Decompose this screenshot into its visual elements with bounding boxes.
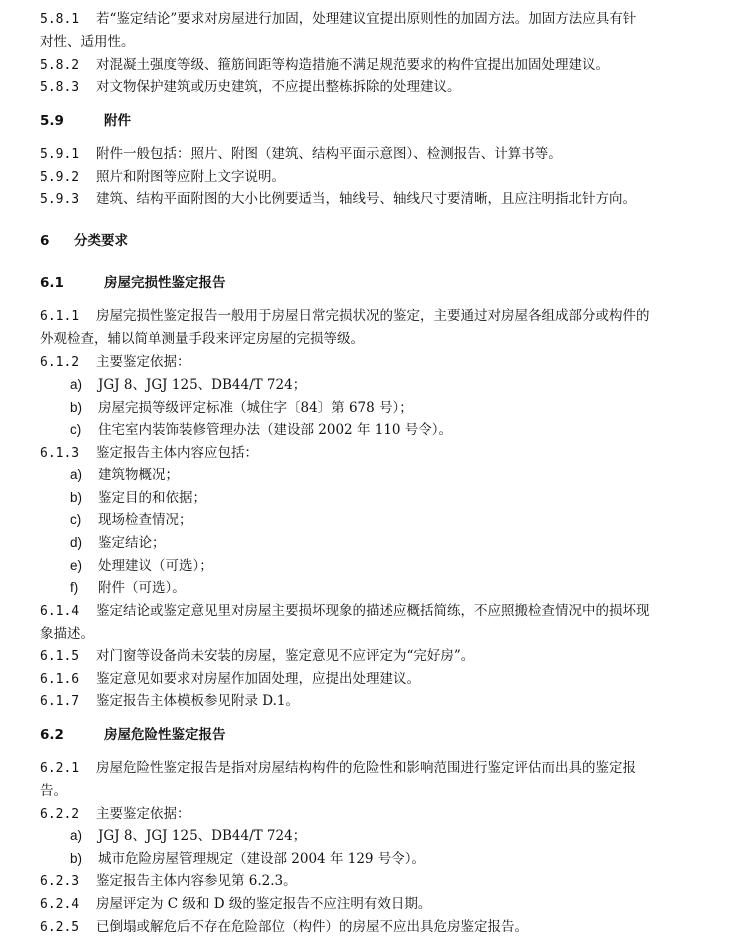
clause-number: 6.1.6 [40,672,80,687]
clause-text: 若“鉴定结论”要求对房屋进行加固，处理建议宜提出原则性的加固方法。加固方法应具有针 [96,11,637,27]
clause-line [40,56,720,74]
clause-number: 6.1.2 [40,355,80,370]
clause-line [40,444,720,462]
clause-continuation: 对性、适用性。 [40,34,135,50]
clause-number: 6.2.4 [40,897,80,912]
clause-line [40,190,720,208]
section-heading [40,274,720,292]
clause-line [40,692,720,710]
clause-line [40,872,720,890]
clause-line [40,918,720,936]
clause-line [40,353,720,371]
clause-line [40,168,720,186]
clause-number: 6 [40,233,50,249]
clause-text: 房屋完损性鉴定报告一般用于房屋日常完损状况的鉴定，主要通过对房屋各组成部分或构件的 [96,308,650,324]
list-item-label: f) [70,580,79,595]
list-item [70,489,747,507]
clause-line [40,10,720,28]
list-item [70,557,747,575]
clause-number: 5.9 [40,113,64,129]
clause-text: 已倒塌或解危后不存在危险部位（构件）的房屋不应出具危房鉴定报告。 [96,919,528,935]
clause-line [40,895,720,913]
clause-text: 建筑、结构平面附图的大小比例要适当，轴线号、轴线尺寸要清晰，且应注明指北针方向。 [96,191,636,207]
heading-text: 房屋完损性鉴定报告 [104,275,226,291]
clause-number: 6.1 [40,275,64,291]
section-heading [40,112,720,130]
list-item-label: a) [70,467,83,482]
clause-number: 6.1.7 [40,694,80,709]
clause-line [40,602,720,620]
clause-text: 照片和附图等应附上文字说明。 [96,169,285,185]
list-item-text: 房屋完损等级评定标准（城住字〔84〕第 678 号）； [98,400,413,416]
clause-text: 对文物保护建筑或历史建筑，不应提出整栋拆除的处理建议。 [96,79,461,95]
list-item-text: 建筑物概况； [98,467,179,483]
clause-line [40,307,720,325]
list-item [70,850,747,868]
clause-continuation: 告。 [40,783,67,799]
list-item-text: 附件（可选）。 [98,580,186,596]
list-item-text: JGJ 8、JGJ 125、DB44/T 724； [98,828,307,844]
clause-number: 6.2.1 [40,761,80,776]
clause-line [40,670,720,688]
clause-number: 5.9.1 [40,147,80,162]
list-item-label: b) [70,490,83,505]
clause-text: 鉴定结论或鉴定意见里对房屋主要损坏现象的描述应概括简练，不应照搬检查情况中的损坏现 [96,603,650,619]
list-item [70,466,747,484]
clause-line [40,145,720,163]
section-heading [40,232,720,250]
clause-text: 附件一般包括：照片、附图（建筑、结构平面示意图）、检测报告、计算书等。 [96,146,562,162]
list-item-text: 住宅室内装饰装修管理办法（建设部 2002 年 110 号令）。 [98,422,453,438]
clause-number: 6.2.2 [40,807,80,822]
section-heading [40,726,720,744]
list-item-label: b) [70,400,83,415]
clause-text: 鉴定报告主体内容参见第 6.2.3。 [96,873,297,889]
clause-text: 房屋危险性鉴定报告是指对房屋结构构件的危险性和影响范围进行鉴定评估而出具的鉴定报 [96,760,636,776]
clause-number: 6.1.5 [40,649,80,664]
list-item [70,579,747,597]
list-item-label: a) [70,377,83,392]
clause-number: 6.1.3 [40,446,80,461]
clause-text: 对门窗等设备尚未安装的房屋，鉴定意见不应评定为“完好房”。 [96,648,475,664]
list-item-label: e) [70,558,83,573]
list-item-text: 现场检查情况； [98,512,193,528]
clause-line [40,647,720,665]
list-item-text: 鉴定结论； [98,535,166,551]
clause-number: 5.9.2 [40,170,80,185]
list-item-text: JGJ 8、JGJ 125、DB44/T 724； [98,377,307,393]
clause-text: 主要鉴定依据： [96,806,191,822]
list-item-label: c) [70,512,82,527]
clause-number: 6.2.5 [40,920,80,935]
clause-number: 6.1.4 [40,604,80,619]
clause-line [40,759,720,777]
list-item [70,534,747,552]
list-item-label: b) [70,851,83,866]
clause-number: 6.1.1 [40,309,80,324]
heading-text: 附件 [104,113,131,129]
heading-text: 分类要求 [74,233,128,249]
clause-number: 5.8.2 [40,58,80,73]
list-item [70,376,747,394]
list-item [70,421,747,439]
clause-number: 5.9.3 [40,192,80,207]
list-item-label: c) [70,422,82,437]
list-item-label: d) [70,535,83,550]
list-item-text: 鉴定目的和依据； [98,490,206,506]
clause-text: 主要鉴定依据： [96,354,191,370]
clause-number: 6.2.3 [40,874,80,889]
list-item [70,827,747,845]
clause-line [40,78,720,96]
clause-number: 5.8.3 [40,80,80,95]
clause-number: 6.2 [40,727,64,743]
clause-continuation: 象描述。 [40,626,94,642]
heading-text: 房屋危险性鉴定报告 [104,727,226,743]
clause-text: 对混凝土强度等级、箍筋间距等构造措施不满足规范要求的构件宜提出加固处理建议。 [96,57,609,73]
clause-text: 鉴定意见如要求对房屋作加固处理，应提出处理建议。 [96,671,420,687]
clause-text: 房屋评定为 C 级和 D 级的鉴定报告不应注明有效日期。 [96,896,432,912]
clause-text: 鉴定报告主体内容应包括： [96,445,258,461]
list-item [70,511,747,529]
list-item-text: 城市危险房屋管理规定（建设部 2004 年 129 号令）。 [98,851,426,867]
list-item [70,399,747,417]
clause-continuation: 外观检查，辅以简单测量手段来评定房屋的完损等级。 [40,331,364,347]
clause-number: 5.8.1 [40,12,80,27]
list-item-text: 处理建议（可选）； [98,558,213,574]
list-item-label: a) [70,828,83,843]
clause-text: 鉴定报告主体模板参见附录 D.1。 [96,693,300,709]
clause-line [40,805,720,823]
